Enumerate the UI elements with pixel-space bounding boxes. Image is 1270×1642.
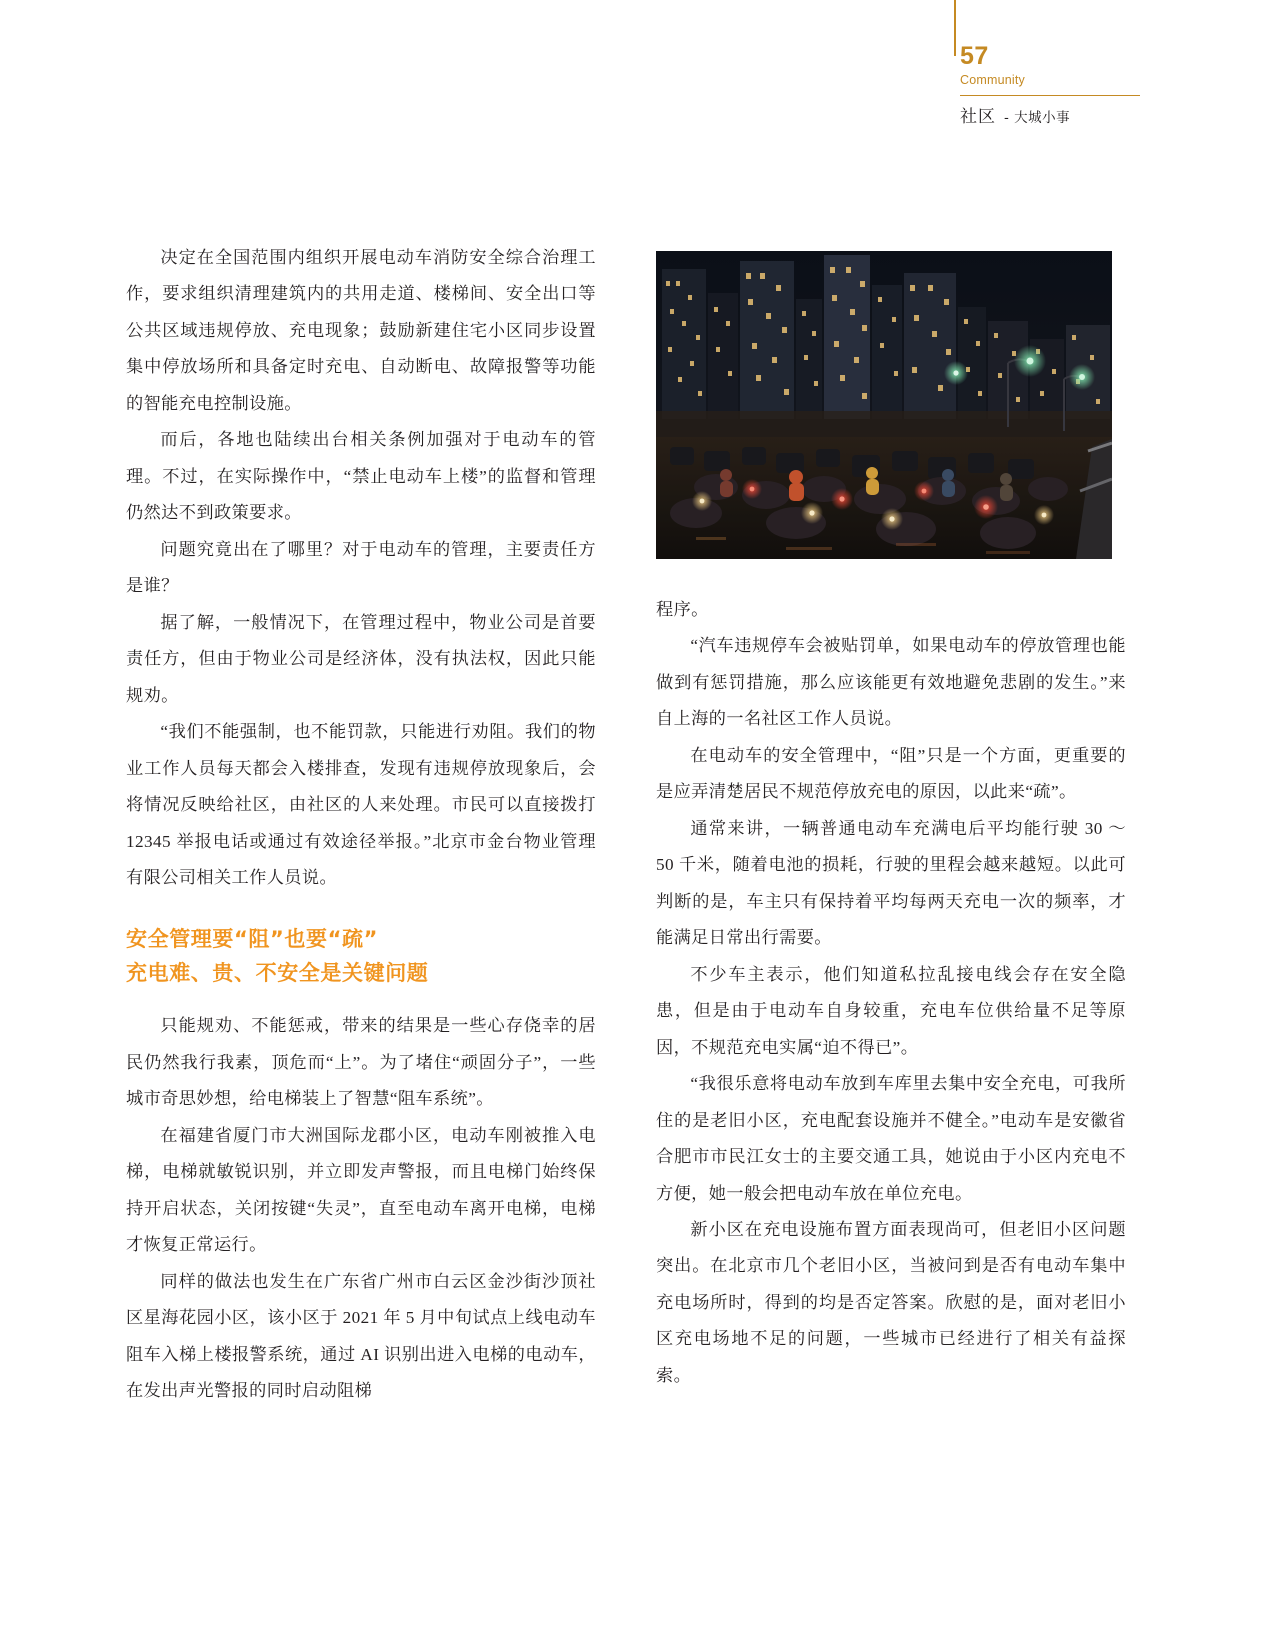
paragraph: 只能规劝、不能惩戒，带来的结果是一些心存侥幸的居民仍然我行我素，顶危而“上”。为了堵住“顽固分子”，一些城市奇思妙想，给电梯装上了智慧“阻车系统”。 [126, 1016, 596, 1109]
left-text-column [126, 240, 596, 1410]
paragraph: 不少车主表示，他们知道私拉乱接电线会存在安全隐患，但是由于电动车自身较重，充电车位供给量不足等原因，不规范充电实属“迫不得已”。 [656, 964, 1126, 1057]
paragraph: 通常来讲，一辆普通电动车充满电后平均能行驶 30 ～ 50 千米，随着电池的损耗，行驶的里程会越来越短。以此可判断的是，车主只有保持着平均每两天充电一次的频率，才能满足日常出行需要。 [656, 818, 1126, 948]
paragraph: 在福建省厦门市大洲国际龙郡小区，电动车刚被推入电梯，电梯就敏锐识别，并立即发声警报，而且电梯门始终保持开启状态，关闭按键“失灵”，直至电动车离开电梯，电梯才恢复正常运行。 [126, 1125, 596, 1255]
paragraph: 在电动车的安全管理中，“阻”只是一个方面，更重要的是应弄清楚居民不规范停放充电的原因，以此来“疏”。 [656, 745, 1126, 802]
header-chinese-label: 社区 [960, 106, 996, 127]
section-heading-line-1: 安全管理要“阻”也要“疏” [126, 927, 379, 952]
header-accent-rule [954, 0, 956, 56]
paragraph: 同样的做法也发生在广东省广州市白云区金沙街沙顶社区星海花园小区，该小区于 2021 年 5 月中旬试点上线电动车阻车入梯上楼报警系统，通过 AI 识别出进入电梯的电动车，在发出声光警报的同时启动阻梯 [126, 1271, 596, 1401]
night-street-electric-scooters-photo [656, 251, 1112, 559]
header-chinese-row [960, 95, 1140, 127]
paragraph: 决定在全国范围内组织开展电动车消防安全综合治理工作，要求组织清理建筑内的共用走道、楼梯间、安全出口等公共区域违规停放、充电现象；鼓励新建住宅小区同步设置集中停放场所和具备定时充电、自动断电、故障报警等功能的智能充电控制设施。 [126, 248, 596, 413]
paragraph: 据了解，一般情况下，在管理过程中，物业公司是首要责任方，但由于物业公司是经济体，没有执法权，因此只能规劝。 [126, 612, 596, 705]
paragraph: “我很乐意将电动车放到车库里去集中安全充电，可我所住的是老旧小区，充电配套设施并不健全。”电动车是安徽省合肥市市民江女士的主要交通工具，她说由于小区内充电不方便，她一般会把电动车放在单位充电。 [656, 1074, 1126, 1203]
paragraph-continuation: 程序。 [656, 600, 709, 619]
section-heading-line-2: 充电难、贵、不安全是关键问题 [126, 961, 429, 986]
paragraph: 问题究竟出在了哪里？对于电动车的管理，主要责任方是谁？ [126, 539, 596, 596]
paragraph: 而后，各地也陆续出台相关条例加强对于电动车的管理。不过，在实际操作中，“禁止电动车上楼”的监督和管理仍然达不到政策要求。 [126, 430, 596, 523]
section-heading [126, 922, 596, 990]
paragraph: “我们不能强制，也不能罚款，只能进行劝阻。我们的物业工作人员每天都会入楼排查，发现有违规停放现象后，会将情况反映给社区，由社区的人来处理。市民可以直接拨打 12345 举报电话或通过有效途径举报。”北京市金台物业管理有限公司相关工作人员说。 [126, 722, 596, 887]
paragraph: 新小区在充电设施布置方面表现尚可，但老旧小区问题突出。在北京市几个老旧小区，当被问到是否有电动车集中充电场所时，得到的均是否定答案。欣慰的是，面对老旧小区充电场地不足的问题，一些城市已经进行了相关有益探索。 [656, 1219, 1126, 1385]
right-text-column [656, 592, 1126, 1394]
paragraph: “汽车违规停车会被贴罚单，如果电动车的停放管理也能做到有惩罚措施，那么应该能更有效地避免悲剧的发生。”来自上海的一名社区工作人员说。 [656, 636, 1126, 729]
header-english-label: Community [960, 73, 1026, 87]
header-chinese-sublabel: - 大城小事 [1004, 109, 1071, 126]
page-number: 57 [960, 42, 989, 70]
